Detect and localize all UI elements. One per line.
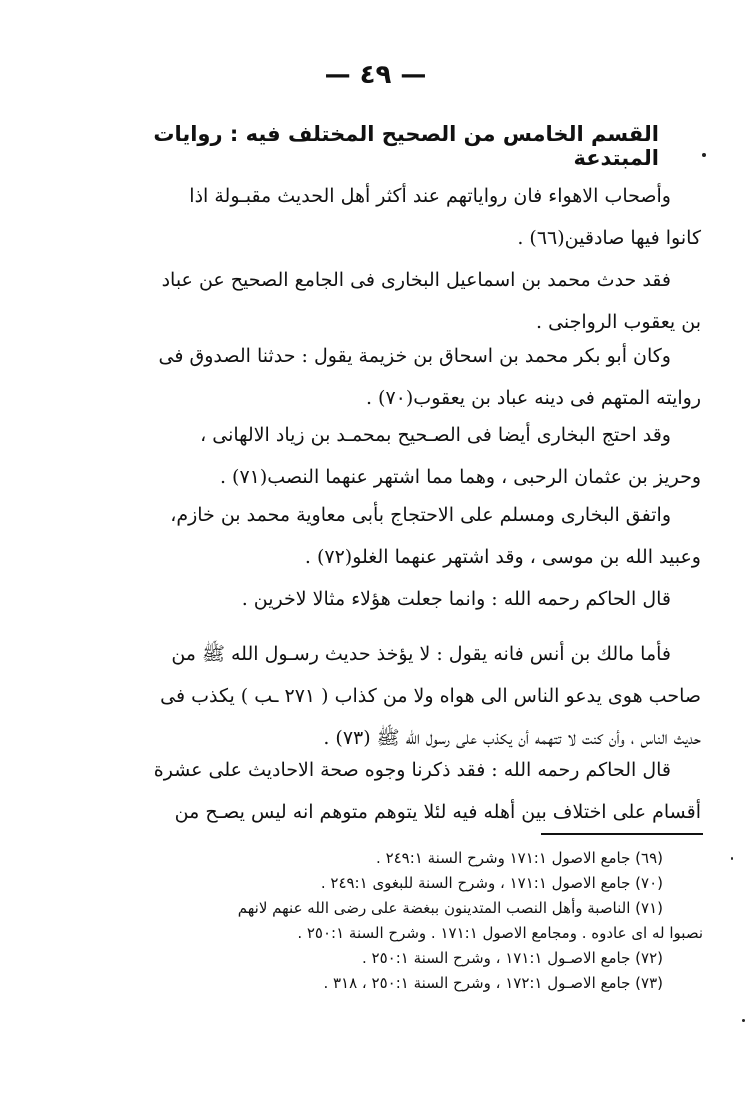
scan-speck: [731, 857, 733, 860]
paragraph-8: [41, 749, 701, 833]
paragraph-line: وعبيد الله بن موسى ، وقد اشتهر عنهما الغلو(٧٢) .: [304, 546, 701, 568]
footnote: (٧٢) جامع الاصـول ١٧١:١ ، وشرح السنة ٢٥٠:١ .: [362, 949, 663, 967]
paragraph-line: أقسام على اختلاف بين أهله فيه لئلا يتوهم متوهم انه ليس يصـح من: [174, 801, 701, 823]
paragraph-line: وحريز بن عثمان الرحبى ، وهما مما اشتهر عنهما النصب(٧١) .: [219, 466, 701, 488]
paragraph-line: وقد احتج البخارى أيضا فى الصـحيح بمحمـد بن زياد الالهانى ،: [200, 424, 671, 446]
footnote: (٧١) الناصبة وأهل النصب المتدينون ببغضة على رضى الله عنهم لانهم: [237, 899, 663, 917]
footnote-continuation: نصبوا له اى عادوه . ومجامع الاصول ١٧١:١ . وشرح السنة ٢٥٠:١ .: [297, 924, 703, 942]
paragraph-4: [41, 414, 701, 498]
paragraph-1: [41, 175, 701, 259]
page-number: — ٤٩ —: [324, 60, 427, 90]
paragraph-line: روايته المتهم فى دينه عباد بن يعقوب(٧٠) .: [365, 387, 701, 409]
paragraph-line: كانوا فيها صادقين(٦٦) .: [517, 227, 701, 249]
scan-speck: [702, 153, 706, 157]
paragraph-3: [41, 335, 701, 419]
paragraph-line: بن يعقوب الرواجنى .: [536, 311, 701, 333]
section-heading: القسم الخامس من الصحيح المختلف فيه : روايات المبتدعة: [153, 122, 659, 170]
paragraph-line: واتفق البخارى ومسلم على الاحتجاج بأبى معاوية محمد بن خازم،: [170, 504, 671, 526]
paragraph-5: [41, 494, 701, 578]
footnotes: [43, 846, 703, 996]
paragraph-6: [41, 578, 701, 620]
paragraph-line: فقد حدث محمد بن اسماعيل البخارى فى الجامع الصحيح عن عباد: [161, 269, 671, 291]
paragraph-line: صاحب هوى يدعو الناس الى هواه ولا من كذاب ( ٢٧١ ـب ) يكذب فى: [160, 685, 701, 707]
footnote: (٧٠) جامع الاصول ١٧١:١ ، وشرح السنة للبغوى ٢٤٩:١ .: [320, 874, 663, 892]
paragraph-7: [41, 633, 701, 759]
paragraph-line: قال الحاكم رحمه الله : وانما جعلت هؤلاء مثالا لاخرين .: [241, 588, 671, 610]
footnote-divider: [541, 833, 703, 835]
footnote: (٧٣) جامع الاصـول ١٧٢:١ ، وشرح السنة ٢٥٠:١ ، ٣١٨ .: [323, 974, 663, 992]
paragraph-2: [41, 259, 701, 343]
scan-speck: [742, 1019, 745, 1022]
paragraph-line: فأما مالك بن أنس فانه يقول : لا يؤخذ حديث رسـول الله ﷺ من: [171, 643, 671, 665]
footnote: (٦٩) جامع الاصول ١٧١:١ وشرح السنة ٢٤٩:١ .: [376, 849, 663, 867]
paragraph-line: وأصحاب الاهواء فان رواياتهم عند أكثر أهل الحديث مقبـولة اذا: [189, 185, 671, 207]
paragraph-line: وكان أبو بكر محمد بن اسحاق بن خزيمة يقول : حدثنا الصدوق فى: [158, 345, 671, 367]
paragraph-line: قال الحاكم رحمه الله : فقد ذكرنا وجوه صحة الاحاديث على عشرة: [153, 759, 671, 781]
paragraph-line: حديث الناس ، وأن كنت لا تتهمه أن يكذب على رسول الله ﷺ (٧٣) .: [323, 727, 701, 749]
